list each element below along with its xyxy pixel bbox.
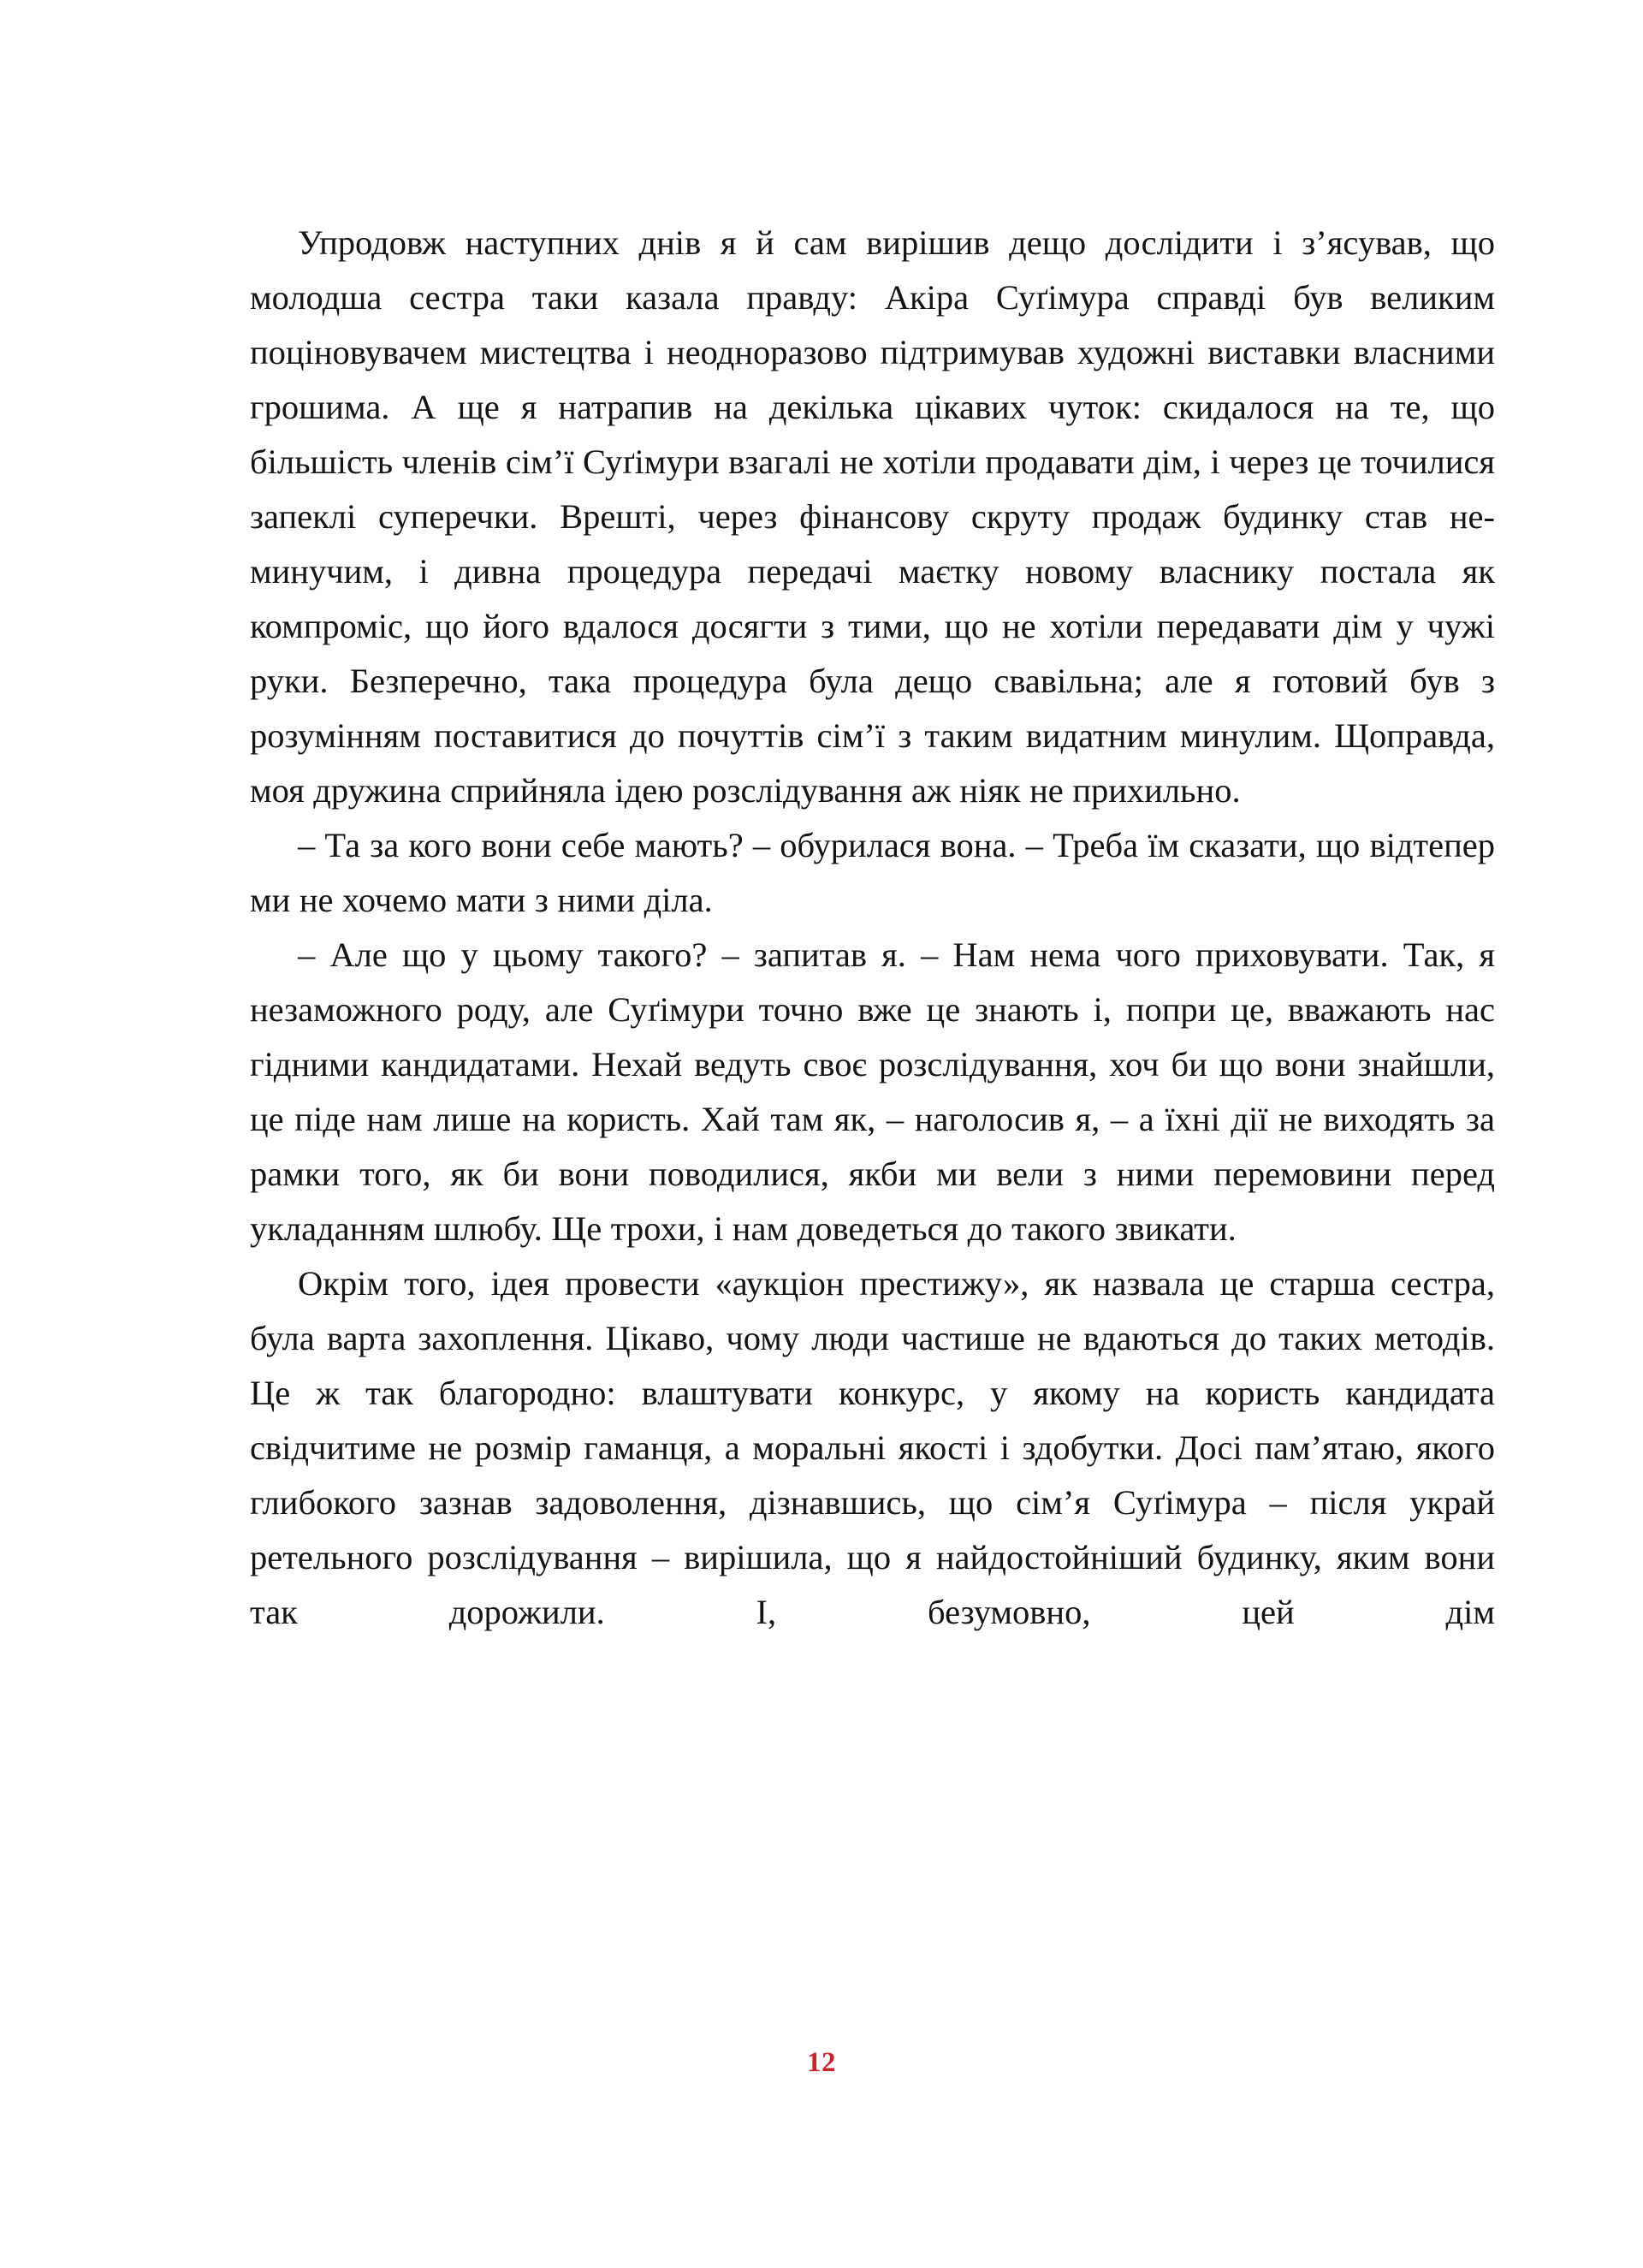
paragraph-4: Окрім того, ідея провести «аукціон престижу», як назвала це старша сестра, була варта захоплення. Цікаво, чому люди частише не вдаються до таких методів. Це ж так благородно: влаштувати конкурс, у якому на користь кандидата свідчитиме не розмір гаманця, а моральні якості і здобутки. Досі пам’ятаю, якого глибокого зазнав задоволення, дізнавшись, що сім’я Суґімура – після украй ретельного розслідування – вирішила, що я найдостойніший будинку, яким вони так дорожили. І, безумовно, цей дім: [250, 1264, 1495, 1631]
page-text-block: [250, 216, 1495, 1695]
paragraph-1: Упродовж наступних днів я й сам вирішив дещо дослідити і з’ясував, що молодша сестра таки казала правду: Акіра Суґімура справді був великим поціновувачем мистецтва і неодноразово підтримував художні виставки власними грошима. А ще я натрапив на декілька цікавих чуток: скидалося на те, що більшість членів сім’ї Суґімури взагалі не хотіли продавати дім, і через це точилися запеклі суперечки. Врешті, через фінансову скруту продаж будинку став неминучим, і дивна процедура передачі маєтку новому власнику постала як компроміс, що його вдалося досягти з тими, що не хотіли передавати дім у чужі руки. Безперечно, така процедура була дещо свавільна; але я готовий був з розумінням поставитися до почуттів сім’ї з таким видатним минулим. Щоправда, моя дружина сприйняла ідею розслідування аж ніяк не прихильно.: [250, 223, 1495, 810]
paragraph-2: – Та за кого вони себе мають? – обурилася вона. – Треба їм сказати, що відтепер ми не хочемо мати з ними діла.: [250, 826, 1495, 919]
paragraph-3: – Але що у цьому такого? – запитав я. – Нам нема чого приховувати. Так, я незаможного роду, але Суґімури точно вже це знають і, попри це, вважають нас гідними кандидатами. Нехай ведуть своє розслідування, хоч би що вони знайшли, це піде нам лише на користь. Хай там як, – наголосив я, – а їхні дії не виходять за рамки того, як би вони поводилися, якби ми вели з ними перемовини перед укладанням шлюбу. Ще трохи, і нам доведеться до такого звикати.: [250, 935, 1495, 1248]
page-number: 12: [807, 2047, 836, 2078]
